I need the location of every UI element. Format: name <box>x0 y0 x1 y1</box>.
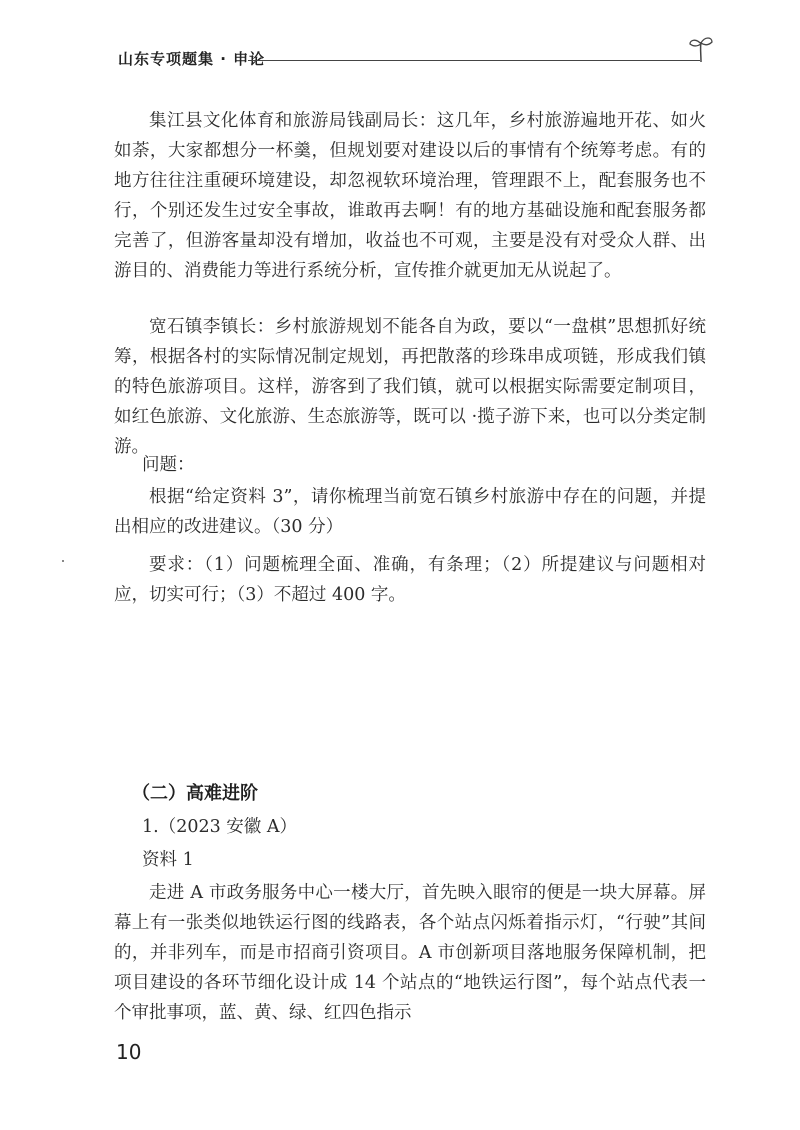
header-rule <box>248 60 700 61</box>
material-3-paragraph-1: 集江县文化体育和旅游局钱副局长：这几年，乡村旅游遍地开花、如火如荼，大家都想分一杯羹，但规划要对建设以后的事情有个统筹考虑。有的地方往往注重硬环境建设，却忽视软环境治理，管理跟不上，配套服务也不行，个别还发生过安全事故，谁敢再去啊！有的地方基础设施和配套服务都完善了，但游客量却没有增加，收益也不可观，主要是没有对受众人群、出游目的、消费能力等进行系统分析，宣传推介就更加无从说起了。 <box>114 111 706 281</box>
sprout-icon <box>688 34 714 64</box>
material-3-paragraph-2: 宽石镇李镇长：乡村旅游规划不能各自为政，要以“一盘棋”思想抓好统筹，根据各村的实际情况制定规划，再把散落的珍珠串成项链，形成我们镇的特色旅游项目。这样，游客到了我们镇，就可以根据实际需要定制项目，如红色旅游、文化旅游、生态旅游等，既可以 ·揽子游下来，也可以分类定制游。 <box>114 317 706 457</box>
scan-speck <box>62 560 64 562</box>
question-prompt: 根据“给定资料 3”，请你梳理当前宽石镇乡村旅游中存在的问题，并提出相应的改进建议。（30 分） <box>114 487 706 537</box>
material-1-paragraph: 走进 A 市政务服务中心一楼大厅，首先映入眼帘的便是一块大屏幕。屏幕上有一张类似地铁运行图的线路表，各个站点闪烁着指示灯，“行驶”其间的，并非列车，而是市招商引资项目。A 市创新项目落地服务保障机制，把项目建设的各环节细化设计成 14 个站点的“地铁运行图”，每个站点代表一个审批事项，蓝、黄、绿、红四色指示 <box>114 883 706 1023</box>
section-heading: （二）高难进阶 <box>132 783 258 804</box>
page-number: 10 <box>116 1040 142 1064</box>
item-number: 1.（2023 安徽 A） <box>142 817 297 837</box>
header-title: 山东专项题集 · 申论 <box>118 50 266 68</box>
question-label: 问题： <box>142 455 195 475</box>
question-requirements: 要求：（1）问题梳理全面、准确，有条理；（2）所提建议与问题相对应，切实可行；（3）不超过 400 字。 <box>114 555 706 605</box>
material-1-label: 资料 1 <box>142 850 194 870</box>
